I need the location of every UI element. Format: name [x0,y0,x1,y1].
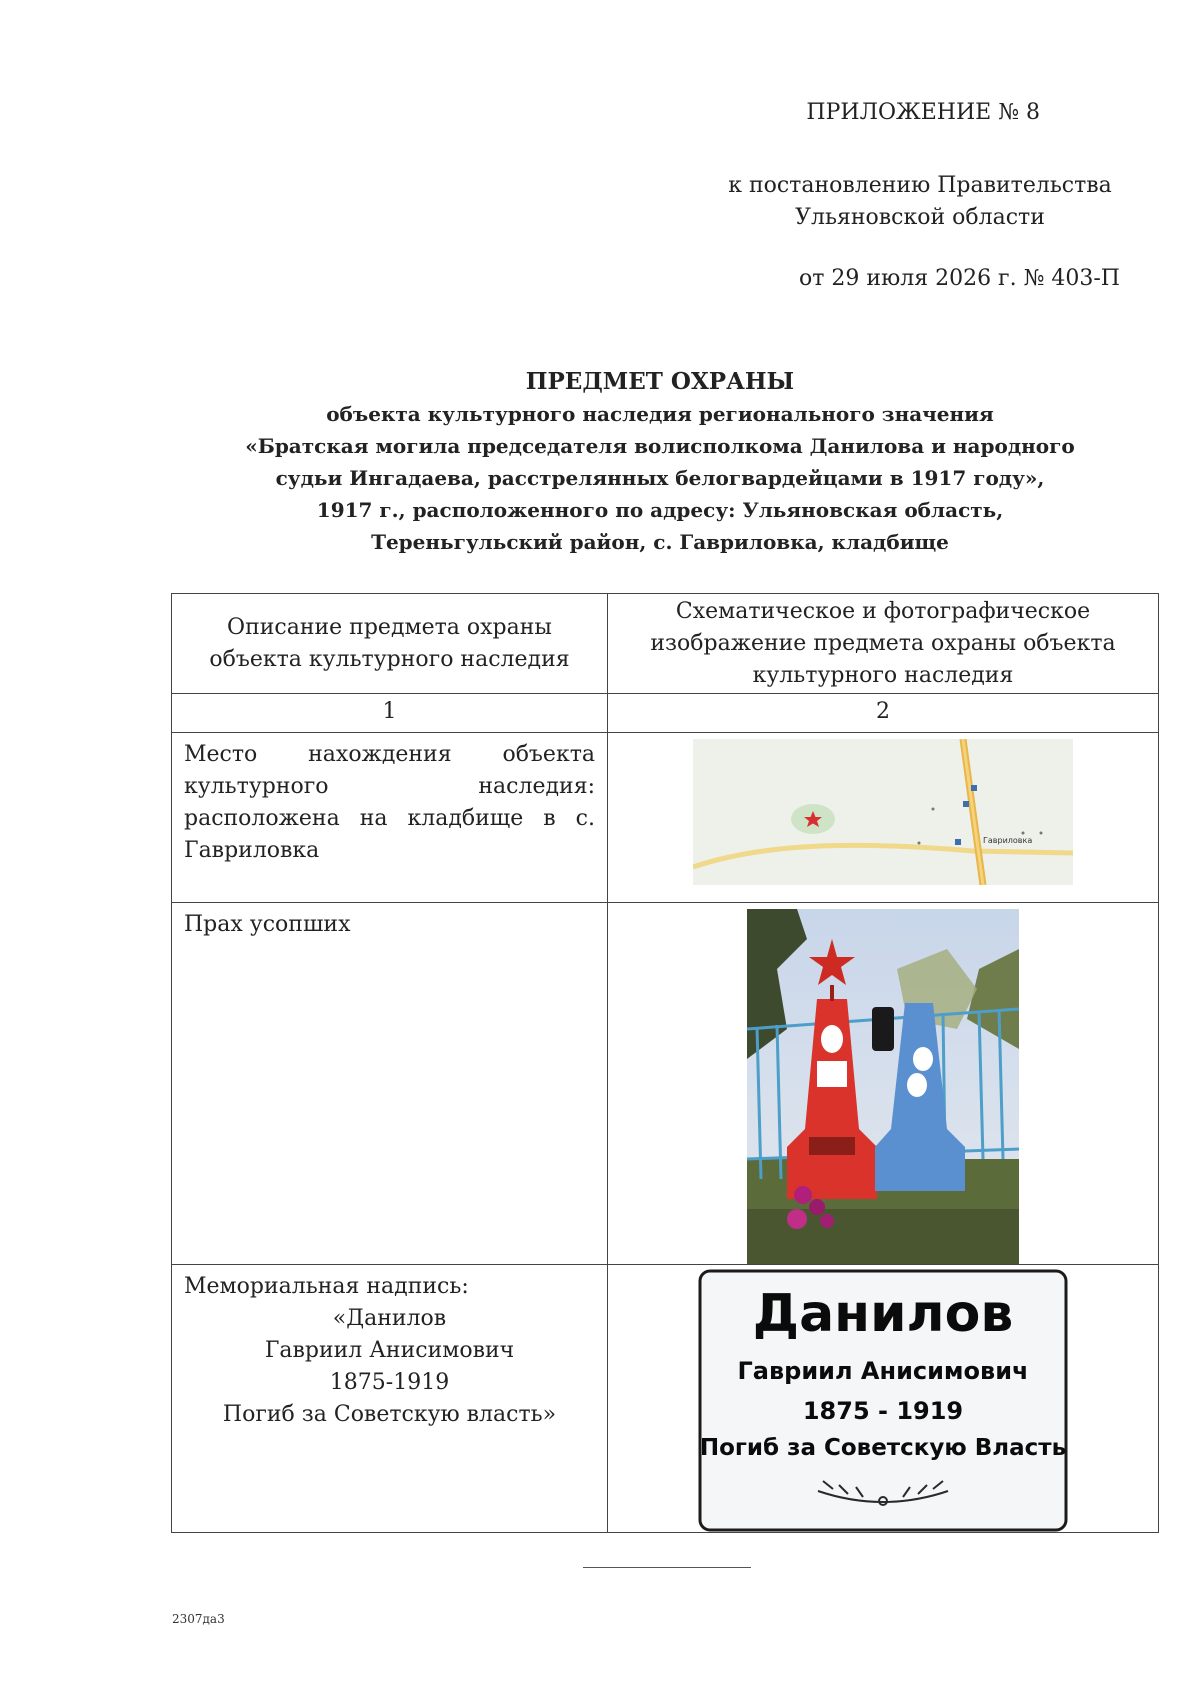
footer-divider [583,1567,751,1568]
map-village-label: Гавриловка [983,836,1033,845]
map-cell [608,733,1159,903]
plate-epitaph: Погиб за Советскую Власть [699,1435,1067,1461]
column-number: 1 [172,694,608,733]
column-number: 2 [608,694,1159,733]
document-heading [160,366,1160,558]
table-row [172,1265,1159,1533]
monuments-photo-image [747,909,1019,1264]
remains-description: Прах усопших [172,903,608,1265]
monuments-photo [747,909,1019,1264]
heading-title: ПРЕДМЕТ ОХРАНЫ [525,368,795,395]
inscription-line: Гавриил Анисимович [264,1338,515,1363]
heading-line: Тереньгульский район, с. Гавриловка, кладбище [371,530,949,554]
table-header-row [172,594,1159,694]
heading-line: объекта культурного наследия регионального значения [326,402,994,426]
inscription-line: «Данилов [332,1306,447,1331]
document-code: 2307да3 [172,1612,225,1626]
heading-line: 1917 г., расположенного по адресу: Ульяновская область, [316,498,1004,522]
table-row [172,903,1159,1265]
reference-line: к постановлению Правительства [728,173,1112,198]
photo-cell [608,903,1159,1265]
plate-cell [608,1265,1159,1533]
plate-name: Гавриил Анисимович [737,1357,1029,1385]
protection-table [171,593,1159,1533]
decree-date: от 29 июля 2026 г. № 403-П [799,266,1120,291]
heading-line: «Братская могила председателя волисполкома Данилова и народного [245,434,1075,458]
plate-years: 1875 - 1919 [802,1397,964,1425]
inscription-line: Погиб за Советскую власть» [222,1402,557,1427]
plate-surname: Данилов [752,1284,1014,1344]
column-number-row [172,694,1159,733]
memorial-plate-image [698,1269,1068,1532]
reference-line: Ульяновской области [795,205,1045,230]
location-map [693,739,1073,885]
memorial-plate [698,1269,1068,1532]
map-image [693,739,1073,885]
table-row [172,733,1159,903]
appendix-number: ПРИЛОЖЕНИЕ № 8 [806,100,1040,125]
location-description: Место нахождения объекта культурного наследия: расположена на кладбище в с. Гавриловка [172,733,608,903]
inscription-description [172,1265,608,1533]
appendix-reference [700,170,1140,234]
inscription-title: Мемориальная надпись: [184,1274,469,1299]
column-header-image: Схематическое и фотографическое изображение предмета охраны объекта культурного наследия [608,594,1159,694]
column-header-description: Описание предмета охраны объекта культурного наследия [172,594,608,694]
inscription-line: 1875-1919 [329,1370,450,1395]
heading-line: судьи Ингадаева, расстрелянных белогвардейцами в 1917 году», [275,466,1045,490]
